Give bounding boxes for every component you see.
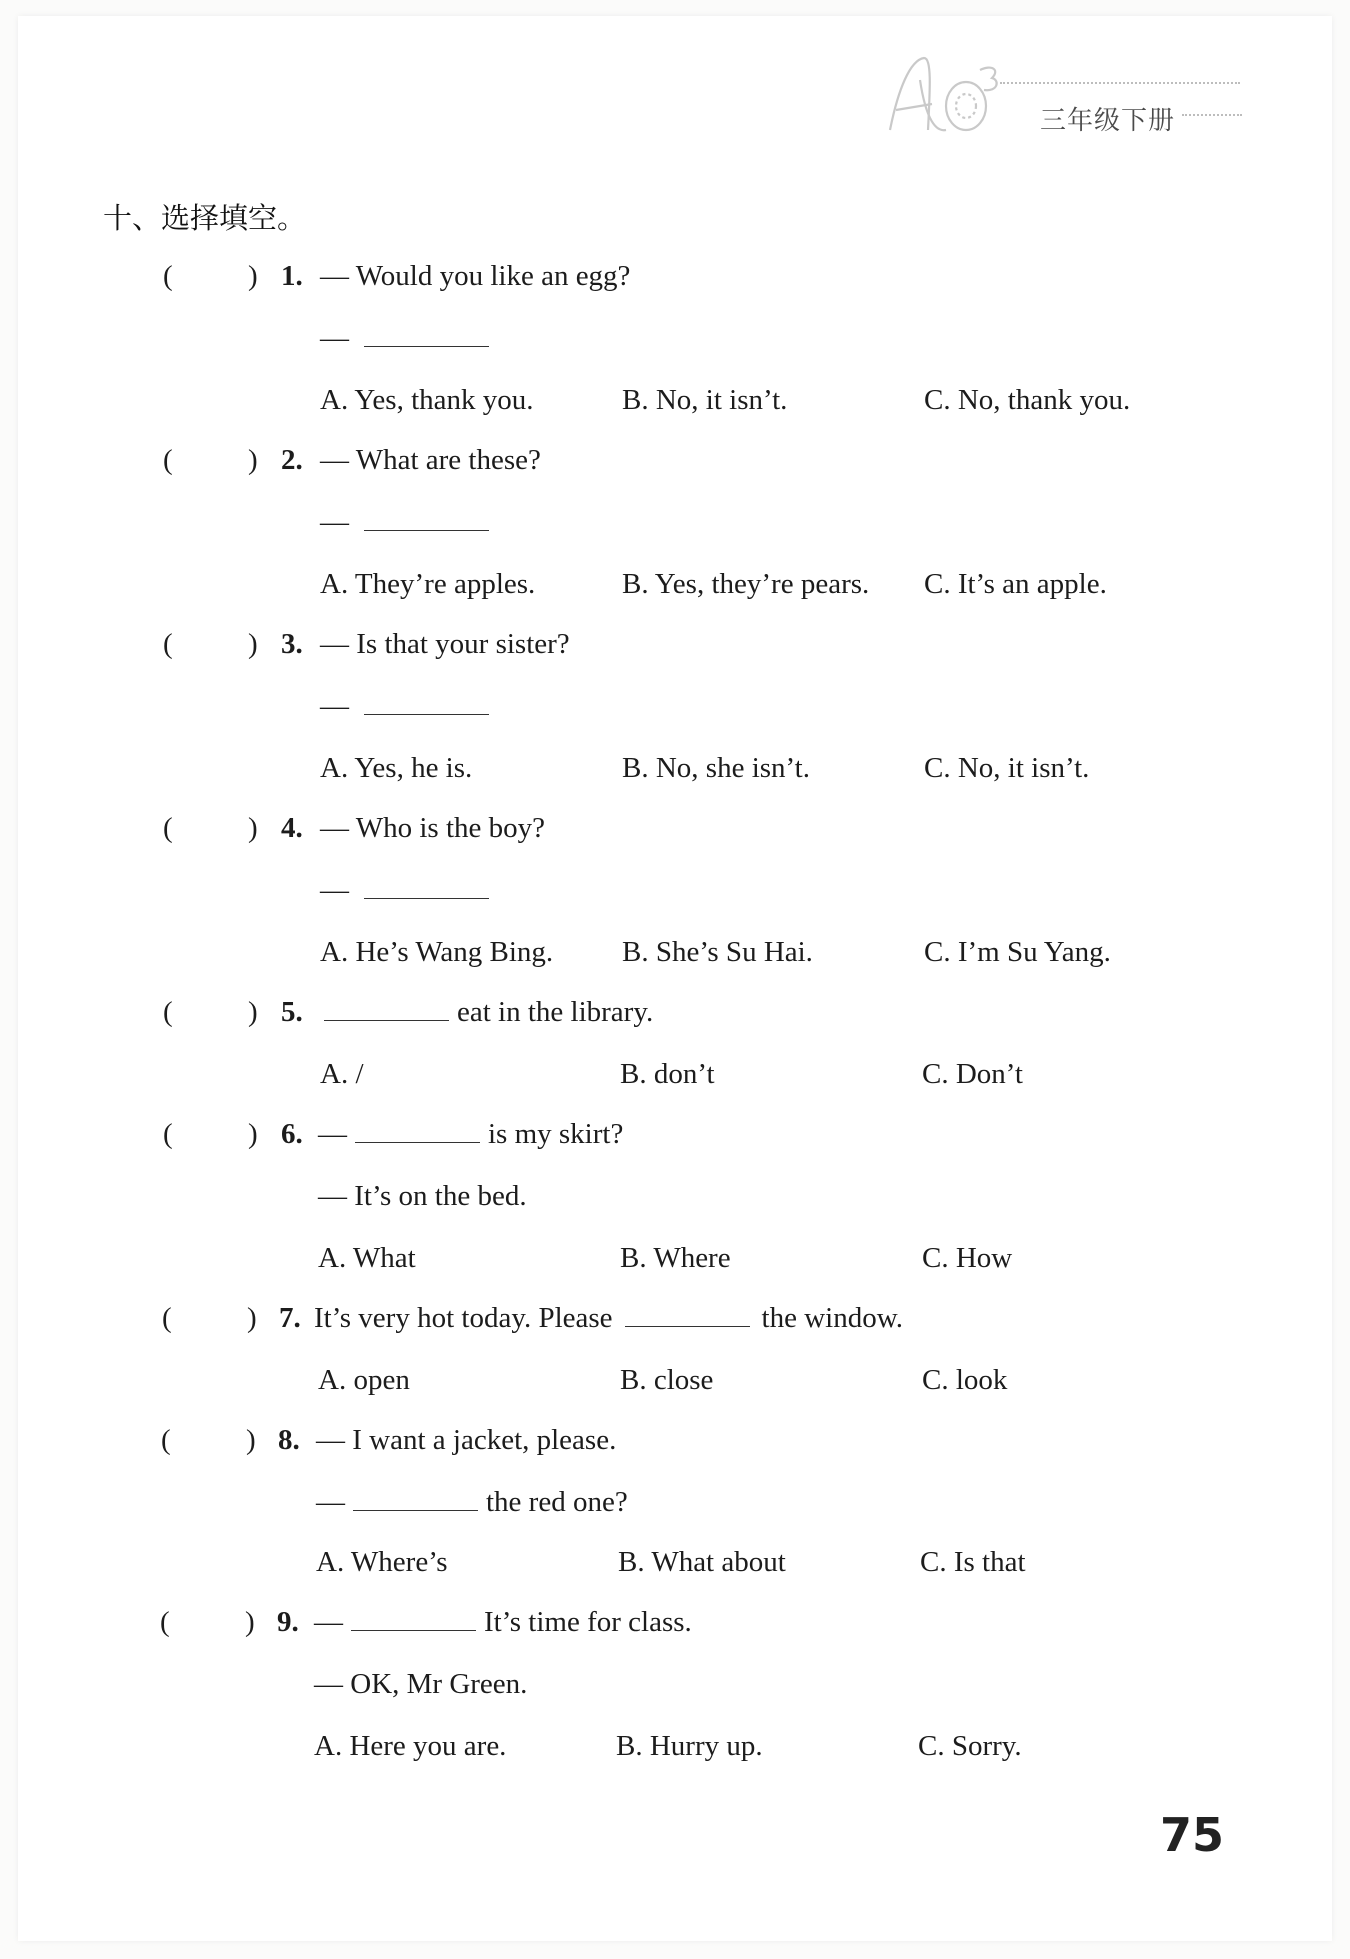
answer-blank[interactable] bbox=[364, 504, 489, 531]
ab-logo-icon bbox=[880, 50, 1010, 140]
question-text: — Is that your sister? bbox=[320, 628, 570, 660]
option-b: B. Hurry up. bbox=[616, 1730, 763, 1762]
answer-paren-close: ) bbox=[248, 628, 258, 660]
option-b: B. What about bbox=[618, 1546, 786, 1578]
answer-paren-open: ( bbox=[163, 628, 173, 660]
answer-line: — the red one? bbox=[316, 1486, 628, 1518]
answer-paren-open: ( bbox=[162, 1302, 172, 1334]
option-a: A. open bbox=[318, 1364, 410, 1396]
section-title: 十、选择填空。 bbox=[103, 201, 307, 235]
question-number: 4. bbox=[281, 812, 303, 844]
answer-paren-close: ) bbox=[248, 260, 258, 292]
question-number: 3. bbox=[281, 628, 303, 660]
answer-line: — bbox=[320, 320, 497, 356]
option-c: C. It’s an apple. bbox=[924, 568, 1107, 600]
answer-paren-open: ( bbox=[160, 1606, 170, 1638]
answer-paren-open: ( bbox=[163, 444, 173, 476]
answer-line: — bbox=[320, 872, 497, 908]
question-text: — It’s time for class. bbox=[314, 1606, 692, 1638]
option-a: A. Yes, thank you. bbox=[320, 384, 534, 416]
option-c: C. I’m Su Yang. bbox=[924, 936, 1111, 968]
option-b: B. She’s Su Hai. bbox=[622, 936, 813, 968]
question-text: It’s very hot today. Please the window. bbox=[314, 1302, 904, 1334]
question-text: eat in the library. bbox=[316, 994, 653, 1030]
option-a: A. / bbox=[320, 1058, 364, 1090]
option-c: C. Don’t bbox=[922, 1058, 1023, 1090]
answer-paren-close: ) bbox=[248, 1118, 258, 1150]
option-b: B. Yes, they’re pears. bbox=[622, 568, 870, 600]
option-a: A. They’re apples. bbox=[320, 568, 536, 600]
answer-blank[interactable] bbox=[364, 320, 489, 347]
question-number: 5. bbox=[281, 996, 303, 1028]
answer-paren-open: ( bbox=[163, 260, 173, 292]
question-text: — Who is the boy? bbox=[320, 812, 545, 844]
question-number: 1. bbox=[281, 260, 303, 292]
answer-text: — OK, Mr Green. bbox=[314, 1668, 528, 1700]
answer-paren-open: ( bbox=[163, 1118, 173, 1150]
answer-blank[interactable] bbox=[353, 1484, 478, 1511]
answer-paren-close: ) bbox=[248, 444, 258, 476]
option-c: C. No, thank you. bbox=[924, 384, 1131, 416]
option-a: A. He’s Wang Bing. bbox=[320, 936, 554, 968]
question-number: 9. bbox=[277, 1606, 299, 1638]
answer-blank[interactable] bbox=[324, 994, 449, 1021]
answer-paren-open: ( bbox=[163, 996, 173, 1028]
answer-paren-open: ( bbox=[163, 812, 173, 844]
option-c: C. Sorry. bbox=[918, 1730, 1022, 1762]
page-number: 75 bbox=[1160, 1808, 1225, 1862]
option-a: A. Yes, he is. bbox=[320, 752, 473, 784]
answer-line: — bbox=[320, 504, 497, 540]
header-dotted-tail bbox=[1182, 114, 1242, 116]
answer-line: — bbox=[320, 688, 497, 724]
answer-blank[interactable] bbox=[364, 872, 489, 899]
workbook-page bbox=[18, 16, 1332, 1941]
question-text: — is my skirt? bbox=[318, 1118, 624, 1150]
header-dotted-line bbox=[1000, 82, 1240, 84]
option-c: C. How bbox=[922, 1242, 1013, 1274]
option-c: C. No, it isn’t. bbox=[924, 752, 1090, 784]
answer-blank[interactable] bbox=[355, 1116, 480, 1143]
option-a: A. Here you are. bbox=[314, 1730, 507, 1762]
answer-paren-close: ) bbox=[248, 812, 258, 844]
question-number: 2. bbox=[281, 444, 303, 476]
option-c: C. look bbox=[922, 1364, 1008, 1396]
answer-paren-close: ) bbox=[245, 1606, 255, 1638]
question-number: 6. bbox=[281, 1118, 303, 1150]
answer-paren-close: ) bbox=[246, 1424, 256, 1456]
question-number: 7. bbox=[279, 1302, 301, 1334]
grade-label: 三年级下册 bbox=[1040, 106, 1176, 136]
question-text: — What are these? bbox=[320, 444, 541, 476]
question-number: 8. bbox=[278, 1424, 300, 1456]
answer-text: — It’s on the bed. bbox=[318, 1180, 527, 1212]
option-b: B. don’t bbox=[620, 1058, 715, 1090]
question-text: — I want a jacket, please. bbox=[316, 1424, 617, 1456]
answer-paren-close: ) bbox=[248, 996, 258, 1028]
option-a: A. What bbox=[318, 1242, 416, 1274]
option-a: A. Where’s bbox=[316, 1546, 448, 1578]
answer-paren-close: ) bbox=[247, 1302, 257, 1334]
answer-blank[interactable] bbox=[364, 688, 489, 715]
answer-blank[interactable] bbox=[351, 1604, 476, 1631]
option-b: B. Where bbox=[620, 1242, 731, 1274]
option-b: B. No, she isn’t. bbox=[622, 752, 810, 784]
answer-paren-open: ( bbox=[161, 1424, 171, 1456]
option-c: C. Is that bbox=[920, 1546, 1026, 1578]
option-b: B. No, it isn’t. bbox=[622, 384, 788, 416]
option-b: B. close bbox=[620, 1364, 714, 1396]
question-text: — Would you like an egg? bbox=[320, 260, 631, 292]
answer-blank[interactable] bbox=[625, 1300, 750, 1327]
